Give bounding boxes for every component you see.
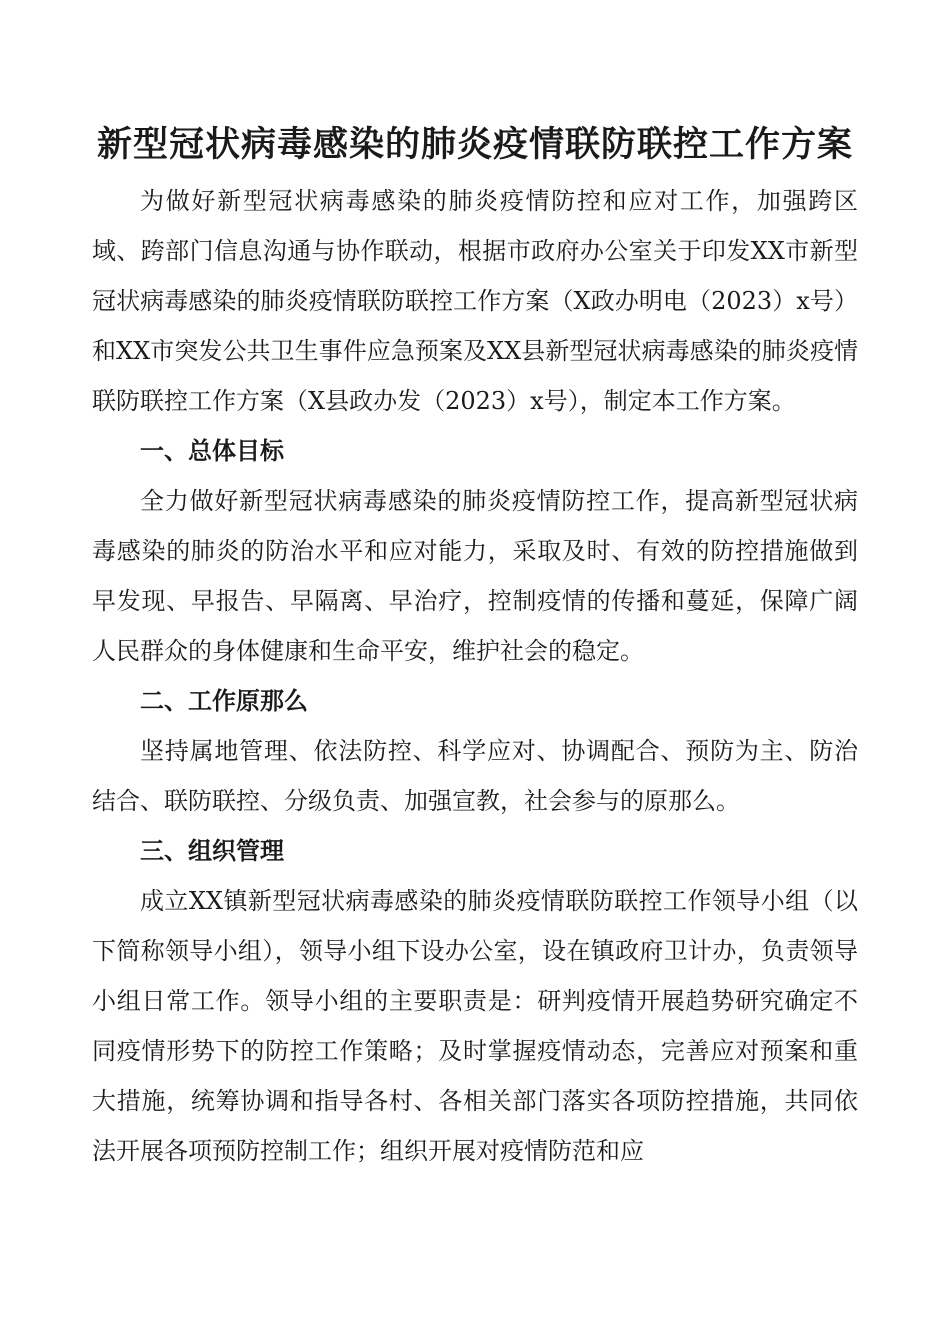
section-paragraph-principles: 坚持属地管理、依法防控、科学应对、协调配合、预防为主、防治结合、联防联控、分级负责、加强宣教，社会参与的原那么。 [92,737,858,815]
section-heading-goals: 一、总体目标 [140,437,284,465]
intro-paragraph: 为做好新型冠状病毒感染的肺炎疫情防控和应对工作，加强跨区域、跨部门信息沟通与协作联动，根据市政府办公室关于印发XX市新型冠状病毒感染的肺炎疫情联防联控工作方案（X政办明电（2023）x号）和XX市突发公共卫生事件应急预案及XX县新型冠状病毒感染的肺炎疫情联防联控工作方案（X县政办发（2023）x号），制定本工作方案。 [92,187,858,415]
section-paragraph-organization: 成立XX镇新型冠状病毒感染的肺炎疫情联防联控工作领导小组（以下简称领导小组），领导小组下设办公室，设在镇政府卫计办，负责领导小组日常工作。领导小组的主要职责是：研判疫情开展趋势研究确定不同疫情形势下的防控工作策略；及时掌握疫情动态，完善应对预案和重大措施，统筹协调和指导各村、各相关部门落实各项防控措施，共同依法开展各项预防控制工作；组织开展对疫情防范和应 [92,887,858,1165]
section-paragraph-goals: 全力做好新型冠状病毒感染的肺炎疫情防控工作，提高新型冠状病毒感染的肺炎的防治水平和应对能力，采取及时、有效的防控措施做到早发现、早报告、早隔离、早治疗，控制疫情的传播和蔓延，保障广阔人民群众的身体健康和生命平安，维护社会的稳定。 [92,487,858,665]
document-title: 新型冠状病毒感染的肺炎疫情联防联控工作方案 [96,125,853,165]
section-heading-principles: 二、工作原那么 [140,687,308,715]
document-body [92,176,858,1176]
section-heading-organization: 三、组织管理 [140,837,284,865]
